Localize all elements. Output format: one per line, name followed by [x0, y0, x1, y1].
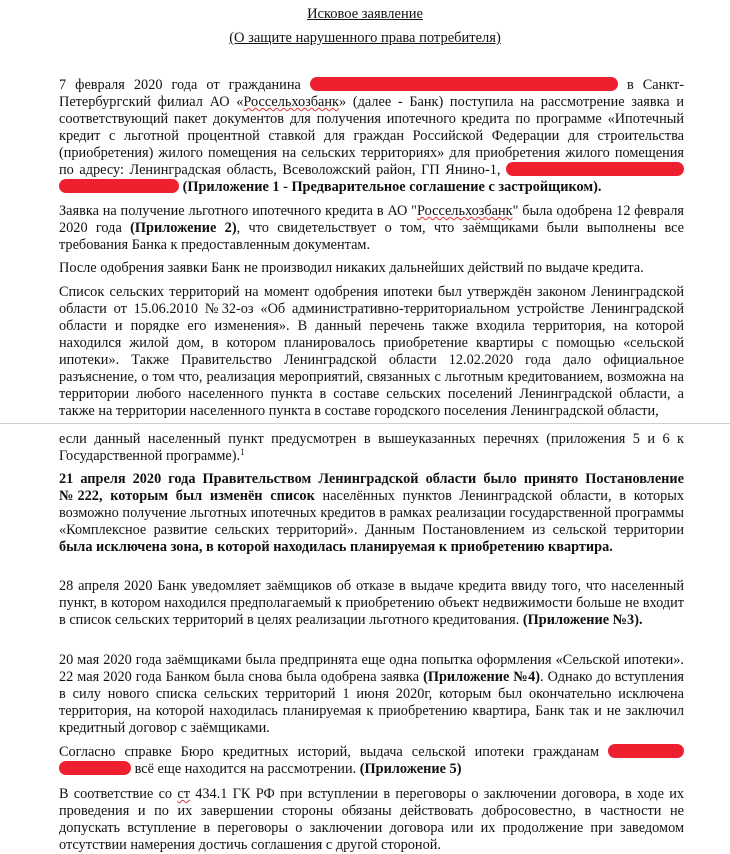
paragraph-no-actions: После одобрения заявки Банк не производил никаких дальнейших действий по выдаче кредита.: [59, 260, 644, 276]
appendix-2-ref: (Приложение 2): [130, 220, 237, 236]
p1-text-c: » (далее - Банк) поступила на рассмотрение заявка и соответствующий пакет документов для получения ипотечного кредита по программе «Ипотечный кредит с льготной процентной ставкой для граждан Российской Федерации для строительства (приобретения) жилого помещения на сельских территориях» для приобретения жилого помещения по адресу: Ленинградская область, Всеволожский район, ГП Янино-1,: [59, 94, 685, 178]
p6-bold-a: 21 апреля 2020 года Правительством Ленинградской области было принято Постановление №222, которым был изменён список: [59, 471, 684, 504]
paragraph-civil-code: [59, 786, 684, 854]
p2-text-b: " была одобрена 12 февраля 2020 года: [59, 203, 684, 236]
paragraph-credit-bureau: [59, 744, 684, 778]
document-title: Исковое заявление: [307, 6, 423, 22]
p5-text: если данный населенный пункт предусмотрен в вышеуказанных перечнях (приложения 5 и 6 к Государственной программе).: [59, 431, 684, 464]
p2-text-c: , что свидетельствует о том, что заёмщиками были выполнены все требования Банка к предоставленным документам.: [59, 220, 684, 253]
appendix-5-ref: (Приложение 5): [359, 761, 462, 777]
p8-text-a: 20 мая 2020 года заёмщиками была предпринята еще одна попытка оформления «Сельской ипотеки». 22 мая 2020 года Банком была снова была одобрена заявка: [59, 652, 684, 685]
paragraph-second-attempt: [59, 652, 684, 737]
redacted-address: [506, 162, 684, 176]
p6-bold-b: была исключена зона, в которой находилась планируемая к приобретению квартира.: [59, 539, 613, 555]
p8-text-b: . Однако до вступления в силу нового списка сельских территорий 1 июня 2020г, которым был окончательно исключена территория, на которой находилась планируемая к приобретению квартира, Банк так и не заключил кредитный договор с заёмщиками.: [59, 669, 684, 736]
redacted-address-2: [59, 179, 179, 193]
paragraph-resolution-222: [59, 471, 684, 556]
footnote-marker: 1: [240, 447, 245, 457]
p2-text-a: Заявка на получение льготного ипотечного кредита в АО ": [59, 203, 417, 219]
p1-text-a: 7 февраля 2020 года от гражданина: [59, 77, 301, 93]
appendix-3-ref: (Приложение №3).: [522, 612, 643, 628]
redacted-name: [310, 77, 618, 91]
paragraph-refusal: [59, 578, 684, 629]
document-subtitle: (О защите нарушенного права потребителя): [229, 30, 501, 46]
paragraph-territories: Список сельских территорий на момент одобрения ипотеки был утверждён законом Ленинградской области от 15.06.2010 №32-оз «Об административно-территориальном устройстве Ленинградской области и порядке его изменения». В данный перечень также входила территория, на которой находился жилой дом, в котором планировалось приобретение квартиры с помощью «сельской ипотеки». Также Правительство Ленинградской области 12.02.2020 года дало официальное разъяснение, о том что, реализация мероприятий, связанных с льготным кредитованием, возможна на территории любого населенного пункта в составе сельских поселений Ленинградской области, а также на территории населенного пункта в составе городского поселения Ленинградской области,: [59, 284, 684, 419]
p6-text: населённых пунктов Ленинградской области, в которых возможно получение льготных ипотечных кредитов в рамках реализации государственной программы «Комплексное развитие сельских территорий». Данным Постановлением из сельской территории: [59, 488, 685, 538]
appendix-1-ref: (Приложение 1 - Предварительное соглашение с застройщиком).: [182, 179, 602, 195]
p1-text-b: в Санкт-Петербургский филиал АО «: [59, 77, 685, 110]
paragraph-continuation: [59, 431, 684, 465]
article-abbrev: ст: [177, 786, 190, 802]
paragraph-approval: [59, 203, 684, 254]
paragraph-application: [59, 77, 684, 196]
p10-text-b: 434.1 ГК РФ при вступлении в переговоры о заключении договора, в ходе их проведения и по их завершении стороны обязаны действовать добросовестно, в частности не допускать вступление в переговоры о заключении договора или их продолжение при заведомом отсутствии намерения достичь соглашения с другой стороной.: [59, 786, 685, 853]
p9-text-a: Согласно справке Бюро кредитных историй, выдача сельской ипотеки гражданам: [59, 744, 599, 760]
bank-name: Россельхозбанк: [417, 203, 513, 219]
p7-text: 28 апреля 2020 Банк уведомляет заёмщиков об отказе в выдаче кредита ввиду того, что населенный пункт, в котором находился предполагаемый к приобретению объект недвижимости больше не входит в список сельских территорий в целях реализации льготного кредитования.: [59, 578, 684, 628]
redacted-citizen-name-2: [59, 761, 131, 775]
bank-name: Россельхозбанк: [243, 94, 339, 110]
page-break-line: [0, 423, 730, 424]
p9-text-b: всё еще находится на рассмотрении.: [131, 761, 360, 777]
redacted-citizen-name: [608, 744, 684, 758]
appendix-4-ref: (Приложение №4): [423, 669, 540, 685]
p10-text-a: В соответствие со: [59, 786, 178, 802]
